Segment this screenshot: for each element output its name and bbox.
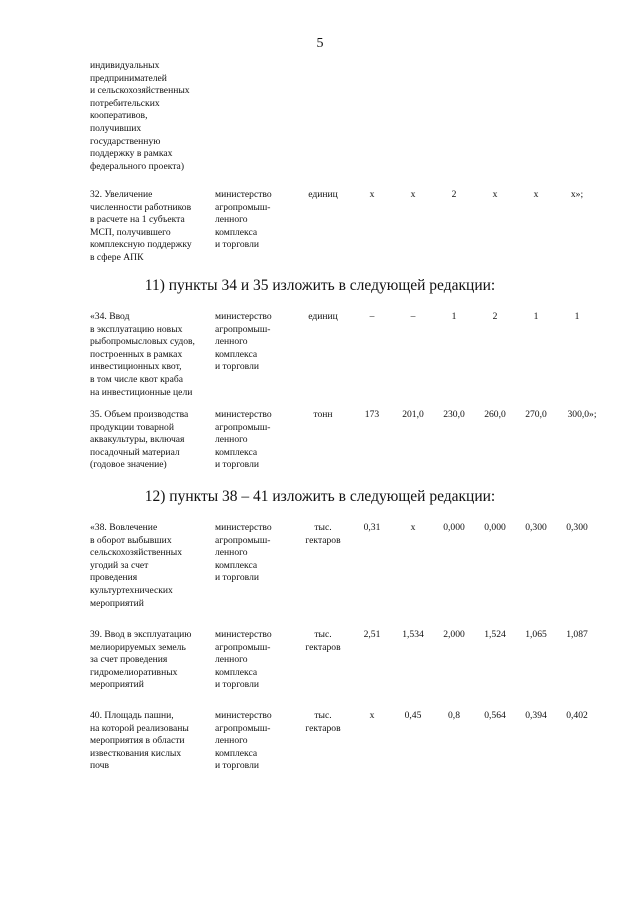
- value-cell: 0,31: [363, 522, 381, 533]
- value-cell: 1: [533, 311, 539, 322]
- value-cell: 0,394: [525, 710, 547, 721]
- value-cell: 0,45: [404, 710, 422, 721]
- responsible-ministry: министерство агропромыш- ленного комплекса и торговли: [215, 189, 272, 251]
- top-fragment-text: индивидуальных предпринимателей и сельскохозяйственных потребительских кооперативов, получивших государственную поддержку в рамках федерального проекта): [90, 60, 190, 172]
- unit-of-measure: тонн: [313, 409, 333, 420]
- value-cell: 1,534: [402, 629, 424, 640]
- responsible-ministry: министерство агропромыш- ленного комплекса и торговли: [215, 311, 272, 373]
- page-number: 5: [316, 36, 324, 51]
- value-cell: 260,0: [484, 409, 506, 420]
- responsible-ministry: министерство агропромыш- ленного комплекса и торговли: [215, 629, 272, 691]
- indicator-name: 35. Объем производства продукции товарной аквакультуры, включая посадочный материал (годовое значение): [90, 409, 189, 471]
- indicator-name: 39. Ввод в эксплуатацию мелиорируемых земель за счет проведения гидромелиоративных мероприятий: [90, 629, 192, 691]
- value-cell: 1: [451, 311, 457, 322]
- value-cell: 0,000: [443, 522, 465, 533]
- value-cell: 230,0: [443, 409, 465, 420]
- value-cell: х»;: [570, 189, 584, 200]
- value-cell: 1,065: [525, 629, 547, 640]
- unit-of-measure: единиц: [308, 189, 338, 200]
- value-cell: 2: [451, 189, 457, 200]
- value-cell: х: [492, 189, 498, 200]
- unit-of-measure: тыс. гектаров: [305, 522, 341, 546]
- value-cell: х: [369, 189, 375, 200]
- unit-of-measure: единиц: [308, 311, 338, 322]
- value-cell: х: [410, 522, 416, 533]
- responsible-ministry: министерство агропромыш- ленного комплекса и торговли: [215, 409, 272, 471]
- value-cell: 270,0: [525, 409, 547, 420]
- value-cell: 1,524: [484, 629, 506, 640]
- value-cell: 0,402: [566, 710, 588, 721]
- value-cell: 0,8: [448, 710, 460, 721]
- value-cell: 173: [364, 409, 380, 420]
- value-cell: –: [410, 311, 416, 322]
- unit-of-measure: тыс. гектаров: [305, 710, 341, 734]
- value-cell: 300,0»;: [567, 409, 597, 420]
- value-cell: х: [369, 710, 375, 721]
- section-heading: 12) пункты 38 – 41 изложить в следующей редакции:: [144, 488, 496, 505]
- value-cell: х: [533, 189, 539, 200]
- value-cell: 201,0: [402, 409, 424, 420]
- value-cell: х: [410, 189, 416, 200]
- value-cell: –: [369, 311, 375, 322]
- indicator-name: 40. Площадь пашни, на которой реализованы мероприятия в области известкования кислых почв: [90, 710, 189, 772]
- responsible-ministry: министерство агропромыш- ленного комплекса и торговли: [215, 710, 272, 772]
- value-cell: 0,000: [484, 522, 506, 533]
- value-cell: 0,564: [484, 710, 506, 721]
- unit-of-measure: тыс. гектаров: [305, 629, 341, 653]
- value-cell: 2,51: [363, 629, 381, 640]
- indicator-name: «34. Ввод в эксплуатацию новых рыбопромысловых судов, построенных в рамках инвестиционных квот, в том числе квот краба на инвестиционные цели: [90, 311, 195, 398]
- responsible-ministry: министерство агропромыш- ленного комплекса и торговли: [215, 522, 272, 584]
- value-cell: 2,000: [443, 629, 465, 640]
- indicator-name: «38. Вовлечение в оборот выбывших сельскохозяйственных угодий за счет проведения культуртехнических мероприятий: [90, 522, 183, 609]
- value-cell: 1: [574, 311, 580, 322]
- indicator-name: 32. Увеличение численности работников в расчете на 1 субъекта МСП, получившего комплексную поддержку в сфере АПК: [90, 189, 192, 263]
- section-heading: 11) пункты 34 и 35 изложить в следующей редакции:: [144, 277, 496, 294]
- value-cell: 2: [492, 311, 498, 322]
- value-cell: 1,087: [566, 629, 588, 640]
- value-cell: 0,300: [525, 522, 547, 533]
- value-cell: 0,300: [566, 522, 588, 533]
